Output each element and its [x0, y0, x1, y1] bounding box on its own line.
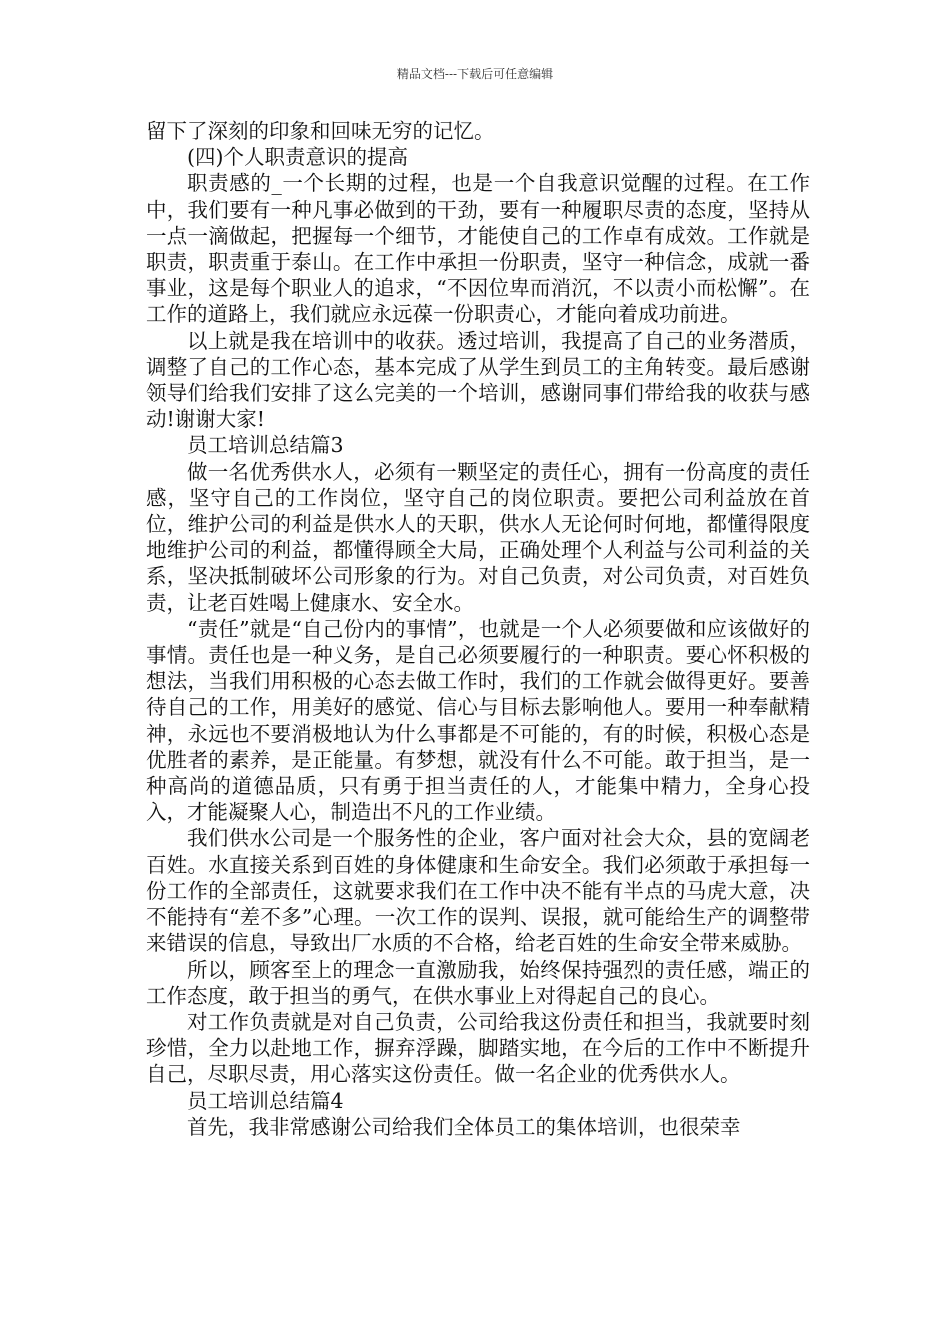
paragraph: 以上就是我在培训中的收获。透过培训，我提高了自己的业务潜质，调整了自己的工作心态，基本完成了从学生到员工的主角转变。最后感谢领导们给我们安排了这么完美的一个培训，感谢同事们带给我的收获与感动!谢谢大家!	[146, 328, 810, 432]
paragraph: 我们供水公司是一个服务性的企业，客户面对社会大众，县的宽阔老百姓。水直接关系到百姓的身体健康和生命安全。我们必须敢于承担每一份工作的全部责任，这就要求我们在工作中决不能有半点的马虎大意，决不能持有“差不多”心理。一次工作的误判、误报，就可能给生产的调整带来错误的信息，导致出厂水质的不合格，给老百姓的生命安全带来威胁。	[146, 826, 810, 956]
paragraph: 职责感的_一个长期的过程，也是一个自我意识觉醒的过程。在工作中，我们要有一种凡事必做到的干劲，要有一种履职尽责的态度，坚持从一点一滴做起，把握每一个细节，才能使自己的工作卓有成效。工作就是职责，职责重于泰山。在工作中承担一份职责，坚守一种信念，成就一番事业，这是每个职业人的追求，“不因位卑而消沉，不以责小而松懈”。在工作的道路上，我们就应永远葆一份职责心，才能向着成功前进。	[146, 171, 810, 327]
paragraph: 首先，我非常感谢公司给我们全体员工的集体培训，也很荣幸	[187, 1114, 741, 1139]
paragraph: “责任”就是“自己份内的事情”，也就是一个人必须要做和应该做好的事情。责任也是一种义务，是自己必须要履行的一种职责。要心怀积极的想法，当我们用积极的心态去做工作时，我们的工作就会做得更好。要善待自己的工作，用美好的感觉、信心与目标去影响他人。要用一种奉献精神，永远也不要消极地认为什么事都是不可能的，有的时候，积极心态是优胜者的素养，是正能量。有梦想，就没有什么不可能。敢于担当，是一种高尚的道德品质，只有勇于担当责任的人，才能集中精力，全身心投入，才能凝聚人心，制造出不凡的工作业绩。	[146, 616, 810, 825]
document-body	[146, 118, 810, 1140]
section-heading-part-3: 员工培训总结篇3	[187, 433, 344, 458]
paragraph: 对工作负责就是对自己负责，公司给我这份责任和担当，我就要时刻珍惜，全力以赴地工作，摒弃浮躁，脚踏实地，在今后的工作中不断提升自己，尽职尽责，用心落实这份责任。做一名企业的优秀供水人。	[146, 1009, 810, 1087]
section-heading-part-4: 员工培训总结篇4	[187, 1088, 344, 1113]
section-heading-personal-responsibility: (四)个人职责意识的提高	[187, 145, 408, 170]
page-header: 精品文档---下载后可任意编辑	[396, 67, 554, 81]
paragraph: 做一名优秀供水人，必须有一颗坚定的责任心，拥有一份高度的责任感，坚守自己的工作岗位，坚守自己的岗位职责。要把公司利益放在首位，维护公司的利益是供水人的天职，供水人无论何时何地，都懂得限度地维护公司的利益，都懂得顾全大局，正确处理个人利益与公司利益的关系，坚决抵制破坏公司形象的行为。对自己负责，对公司负责，对百姓负责，让老百姓喝上健康水、安全水。	[146, 459, 810, 615]
paragraph: 所以，顾客至上的理念一直激励我，始终保持强烈的责任感，端正的工作态度，敢于担当的勇气，在供水事业上对得起自己的良心。	[146, 957, 810, 1008]
paragraph-continuation: 留下了深刻的印象和回味无穷的记忆。	[146, 119, 495, 143]
